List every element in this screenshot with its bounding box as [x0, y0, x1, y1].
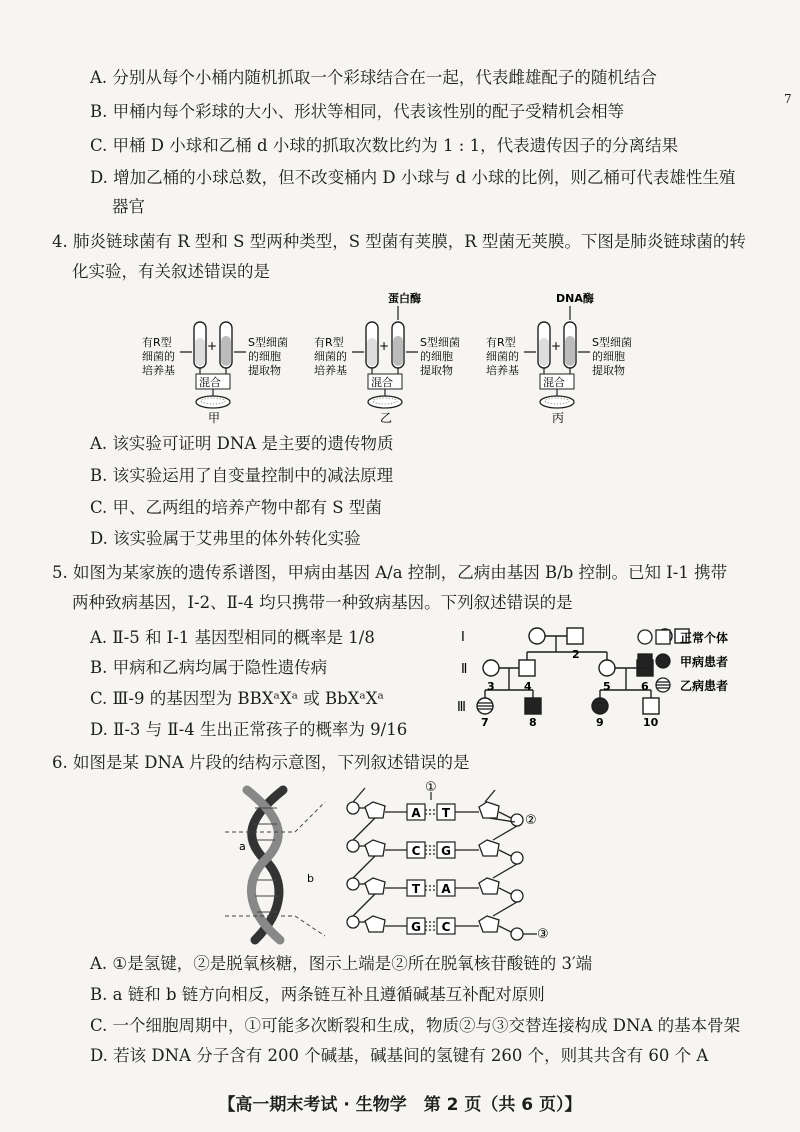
q5-option-a: A. Ⅱ-5 和 Ⅰ-1 基因型相同的概率是 1/8	[90, 628, 375, 647]
q3-option-d-line1: D. 增加乙桶的小球总数，但不改变桶内 D 小球与 d 小球的比例，则乙桶可代表雄性生殖	[90, 168, 736, 187]
s-label-line3: 提取物	[592, 364, 625, 377]
strand-label-a: a	[239, 840, 246, 853]
marker-3: ③	[537, 927, 549, 942]
group-label: 乙	[380, 411, 393, 425]
plus-sign: +	[379, 339, 390, 353]
pedigree-III-10	[643, 698, 659, 714]
num-2: 2	[572, 648, 580, 661]
q5-stem-line1: 5. 如图为某家族的遗传系谱图，甲病由基因 A/a 控制，乙病由基因 B/b 控制。已知 Ⅰ-1 携带	[52, 563, 728, 582]
enzyme-label: 蛋白酶	[388, 292, 421, 305]
q4-option-d: D. 该实验属于艾弗里的体外转化实验	[90, 529, 361, 548]
s-label-line1: S型细菌	[248, 336, 288, 349]
q3-option-b: B. 甲桶内每个彩球的大小、形状等相同，代表该性别的配子受精机会相等	[90, 102, 625, 121]
gen-label-I: Ⅰ	[461, 630, 465, 645]
num-9: 9	[596, 716, 604, 729]
enzyme-label: DNA酶	[556, 292, 594, 305]
r-label-line1: 有R型	[314, 336, 344, 349]
num-4: 4	[524, 680, 532, 693]
q5-option-d: D. Ⅱ-3 与 Ⅱ-4 生出正常孩子的概率为 9/16	[90, 720, 408, 739]
pedigree-II-5	[599, 660, 615, 676]
group-label: 甲	[208, 411, 221, 425]
page-edge-mark: 7	[784, 92, 792, 106]
r-label-line1: 有R型	[486, 336, 516, 349]
pedigree-III-9	[592, 698, 608, 714]
group-label: 丙	[552, 411, 565, 425]
mix-label: 混合	[371, 376, 393, 389]
r-label-line3: 培养基	[314, 364, 347, 377]
s-label-line3: 提取物	[248, 364, 281, 377]
tube-s-fill	[221, 336, 231, 366]
base-3-left: T	[411, 882, 421, 896]
gen-label-III: Ⅲ	[457, 700, 466, 715]
pedigree-I-2	[567, 628, 583, 644]
mix-label: 混合	[199, 376, 221, 389]
base-1-left: A	[411, 806, 421, 820]
q4-stem-line1: 4. 肺炎链球菌有 R 型和 S 型两种类型，S 型菌有荚膜，R 型菌无荚膜。下图是肺炎链球菌的转	[52, 232, 746, 251]
mix-label: 混合	[543, 376, 565, 389]
base-2-right: G	[441, 844, 451, 858]
q6-option-b: B. a 链和 b 链方向相反，两条链互补且遵循碱基互补配对原则	[90, 985, 545, 1004]
q4-option-a: A. 该实验可证明 DNA 是主要的遗传物质	[90, 434, 394, 453]
q5-option-b: B. 甲病和乙病均属于隐性遗传病	[90, 658, 328, 677]
legend-yi: 乙病患者	[680, 679, 729, 693]
base-3-right: A	[441, 882, 451, 896]
pedigree-II-4	[519, 660, 535, 676]
pedigree-II-3	[483, 660, 499, 676]
s-label-line1: S型细菌	[420, 336, 460, 349]
r-label-line3: 培养基	[486, 364, 519, 377]
s-label-line2: 的细胞	[420, 350, 453, 363]
q5-pedigree-legend	[636, 628, 776, 698]
gen-label-II: Ⅱ	[461, 662, 468, 677]
tube-r-fill	[539, 338, 549, 366]
tube-s-fill	[565, 336, 575, 366]
page-footer: 【高一期末考试 · 生物学 第 2 页（共 6 页）】	[218, 1095, 582, 1115]
num-3: 3	[487, 680, 495, 693]
q4-group-2	[314, 291, 460, 425]
q6-stem: 6. 如图是某 DNA 片段的结构示意图，下列叙述错误的是	[52, 753, 470, 772]
q5-option-c: C. Ⅲ-9 的基因型为 BBXᵃXᵃ 或 BbXᵃXᵃ	[90, 689, 384, 708]
r-label-line3: 培养基	[142, 364, 175, 377]
legend-jia: 甲病患者	[680, 655, 729, 669]
plus-sign: +	[207, 339, 218, 353]
q6-dna-figure	[225, 780, 555, 950]
pedigree-III-8	[525, 698, 541, 714]
s-label-line3: 提取物	[420, 364, 453, 377]
r-label-line1: 有R型	[142, 336, 172, 349]
q3-option-d-line2: 器官	[112, 197, 145, 216]
q5-stem-line2: 两种致病基因，Ⅰ-2、Ⅱ-4 均只携带一种致病基因。下列叙述错误的是	[72, 593, 573, 612]
base-4-left: G	[411, 920, 421, 934]
pedigree-I-1	[529, 628, 545, 644]
q6-option-a: A. ①是氢键，②是脱氧核糖，图示上端是②所在脱氧核苷酸链的 3′端	[90, 954, 593, 973]
strand-label-b: b	[307, 872, 314, 885]
s-label-line1: S型细菌	[592, 336, 632, 349]
marker-1: ①	[425, 780, 437, 795]
q6-option-c: C. 一个细胞周期中，①可能多次断裂和生成，物质②与③交替连接构成 DNA 的基本骨架	[90, 1016, 741, 1035]
legend-normal: 正常个体	[680, 631, 729, 645]
s-label-line2: 的细胞	[592, 350, 625, 363]
base-2-left: C	[411, 844, 421, 858]
tube-s-fill	[393, 336, 403, 366]
q4-option-b: B. 该实验运用了自变量控制中的减法原理	[90, 466, 394, 485]
num-6: 6	[641, 680, 649, 693]
num-5: 5	[603, 680, 611, 693]
q4-group-1	[142, 322, 288, 425]
base-1-right: T	[441, 806, 451, 820]
num-8: 8	[529, 716, 537, 729]
s-label-line2: 的细胞	[248, 350, 281, 363]
q6-option-d: D. 若该 DNA 分子含有 200 个碱基，碱基间的氢键有 260 个，则其共含有 60 个 A	[90, 1046, 709, 1065]
q4-option-c: C. 甲、乙两组的培养产物中都有 S 型菌	[90, 498, 382, 517]
q4-stem-line2: 化实验，有关叙述错误的是	[72, 262, 270, 281]
q3-option-c: C. 甲桶 D 小球和乙桶 d 小球的抓取次数比约为 1 : 1，代表遗传因子的分离结果	[90, 136, 679, 155]
tube-r-fill	[367, 338, 377, 366]
r-label-line2: 细菌的	[314, 350, 347, 363]
num-10: 10	[643, 716, 659, 729]
base-4-right: C	[441, 920, 451, 934]
r-label-line2: 细菌的	[142, 350, 175, 363]
plus-sign: +	[551, 339, 562, 353]
marker-2: ②	[525, 813, 537, 828]
q4-group-3	[486, 291, 632, 425]
num-7: 7	[481, 716, 489, 729]
r-label-line2: 细菌的	[486, 350, 519, 363]
q3-option-a: A. 分别从每个小桶内随机抓取一个彩球结合在一起，代表雌雄配子的随机结合	[90, 68, 657, 87]
q4-transformation-figure	[140, 288, 660, 428]
tube-r-fill	[195, 338, 205, 366]
